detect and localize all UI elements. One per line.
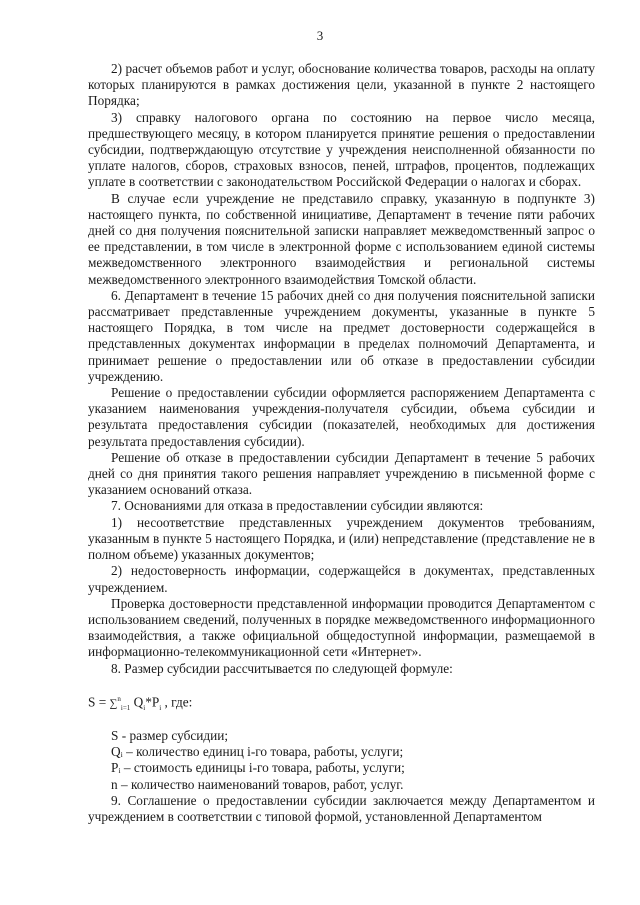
- paragraph: 2) расчет объемов работ и услуг, обоснование количества товаров, расходы на оплату которых планируются в рамках достижения цели, указанной в пункте 2 настоящего Порядка;: [88, 61, 595, 109]
- formula-times: *: [145, 694, 152, 710]
- formula-lhs: S =: [88, 694, 110, 710]
- formula-q-index: i: [143, 703, 146, 712]
- paragraph: 2) недостоверность информации, содержащейся в документах, представленных учреждением.: [88, 563, 595, 595]
- legend-item: S - размер субсидии;: [111, 728, 229, 743]
- paragraph: Проверка достоверности представленной информации проводится Департаментом с использованием сведений, полученных в порядке межведомственного информационного взаимодействия, а также официальной общедоступной информации, размещаемой в информационно-телекоммуникационной сети «Интернет».: [88, 595, 595, 660]
- legend-item: n – количество наименований товаров, работ, услуг.: [111, 776, 404, 792]
- document-body: [88, 61, 595, 825]
- sum-lower-limit: i=1: [120, 703, 131, 712]
- formula-q: Q: [133, 694, 144, 710]
- paragraph: 9. Соглашение о предоставлении субсидии заключается между Департаментом и учреждением в соответствии с типовой формой, установленной Департаментом: [88, 792, 595, 825]
- formula-p: P: [151, 694, 160, 710]
- paragraph: 7. Основаниями для отказа в предоставлении субсидии являются:: [111, 498, 484, 514]
- paragraph: Решение об отказе в предоставлении субсидии Департамент в течение 5 рабочих дней со дня принятия такого решения направляет учреждению в письменной форме с указанием оснований отказа.: [88, 449, 595, 498]
- paragraph: 6. Департамент в течение 15 рабочих дней со дня получения пояснительной записки рассматривает представленные учреждением документы, указанные в пункте 5 настоящего Порядка, в том числе на предмет достоверности содержащейся в представленных документах информации в пределах полномочий Департамента, и принимает решение о предоставлении или об отказе в предоставлении субсидии учреждению.: [88, 287, 595, 384]
- paragraph: 3) справку налогового органа по состоянию на первое число месяца, предшествующего месяцу, в котором планируется принятие решения о предоставлении субсидии, подтверждающую отсутствие у учреждения неисполненной обязанности по уплате налогов, сборов, страховых взносов, пеней, штрафов, процентов, подлежащих уплате в соответствии с законодательством Российской Федерации о налогах и сборах.: [88, 109, 595, 190]
- legend-item: Qᵢ – количество единиц i-го товара, работы, услуги;: [111, 744, 404, 760]
- formula-tail: , где:: [161, 694, 193, 710]
- paragraph: 1) несоответствие представленных учреждением документов требованиям, указанным в пункте 5 настоящего Порядка, и (или) непредставление (представление не в полном объеме) указанных документов;: [88, 514, 595, 563]
- subsidy-formula: [88, 691, 595, 716]
- sum-upper-limit: n: [117, 694, 121, 703]
- paragraph: 8. Размер субсидии рассчитывается по следующей формуле:: [111, 660, 453, 676]
- legend-item: Pᵢ – стоимость единицы i-го товара, работы, услуги;: [111, 760, 405, 776]
- paragraph: В случае если учреждение не представило справку, указанную в подпункте 3) настоящего пункта, по собственной инициативе, Департамент в течение пяти рабочих дней со дня получения пояснительной записки направляет межведомственный запрос о ее представлении, в том числе в электронной форме с использованием единой системы межведомственного электронного взаимодействия и региональной системы межведомственного электронного взаимодействия Томской области.: [88, 190, 595, 287]
- formula-legend: [88, 728, 595, 793]
- paragraph: Решение о предоставлении субсидии оформляется распоряжением Департамента с указанием наименования учреждения-получателя субсидии, объема субсидии и результата предоставления субсидии (показателей, необходимых для достижения результата предоставления субсидии).: [88, 385, 595, 449]
- sum-symbol: ∑: [109, 697, 118, 710]
- formula-p-index: i: [159, 703, 162, 712]
- page-number: 3: [316, 28, 324, 43]
